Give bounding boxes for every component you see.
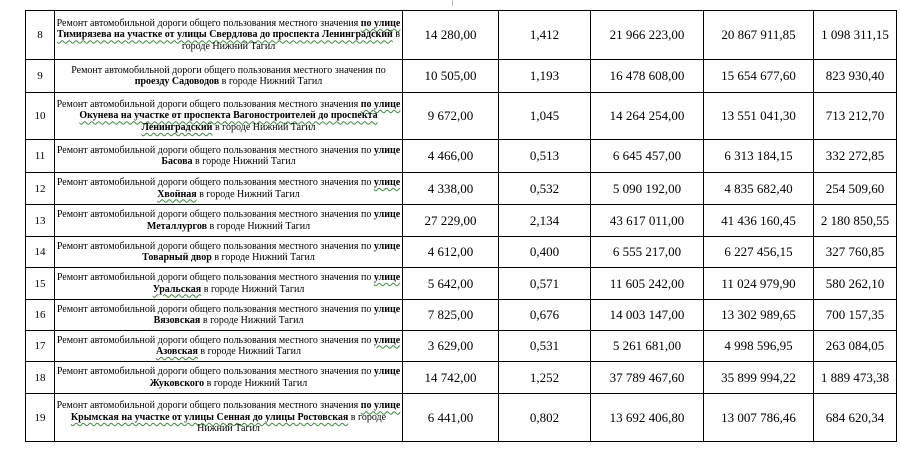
row-number-cell: 16 <box>26 300 55 331</box>
description-text: в городе Нижний Тагил <box>204 377 308 389</box>
regional-budget-cell: 13 007 786,46 <box>704 394 814 442</box>
total-cost-cell: 11 605 242,00 <box>591 268 704 300</box>
coefficient-cell: 0,532 <box>499 173 591 205</box>
street-name: улице Жуковского <box>149 366 401 389</box>
street-name: улице Басова <box>161 144 401 167</box>
street-name: улице Азовская <box>155 334 401 357</box>
description-text: Ремонт автомобильной дороги общего пользования местного значения по <box>56 240 374 252</box>
description-cell <box>55 205 403 237</box>
local-budget-cell: 700 157,35 <box>814 300 897 331</box>
table-row <box>26 60 897 93</box>
total-cost-cell: 16 478 608,00 <box>591 60 704 93</box>
total-cost-cell: 43 617 011,00 <box>591 205 704 237</box>
regional-budget-cell: 4 835 682,40 <box>704 173 814 205</box>
description-cell <box>55 331 403 362</box>
description-text: в городе Нижний Тагил <box>197 411 387 435</box>
description-cell <box>55 173 403 205</box>
page-top-mark <box>452 0 453 6</box>
local-budget-cell: 263 084,05 <box>814 331 897 362</box>
table-row <box>26 173 897 205</box>
table-row <box>26 394 897 442</box>
length-cell: 7 825,00 <box>403 300 499 331</box>
total-cost-cell: 37 789 467,60 <box>591 362 704 394</box>
regional-budget-cell: 35 899 994,22 <box>704 362 814 394</box>
row-number-cell: 14 <box>26 237 55 268</box>
table-row <box>26 205 897 237</box>
coefficient-cell: 0,531 <box>499 331 591 362</box>
street-name: улице Металлургов <box>146 209 401 232</box>
row-number-cell: 8 <box>26 11 55 60</box>
description-text: в городе Нижний Тагил <box>197 346 301 357</box>
description-text: Ремонт автомобильной дороги общего пользования местного значения по <box>56 209 374 220</box>
coefficient-cell: 0,571 <box>499 268 591 300</box>
description-text: Ремонт автомобильной дороги общего пользования местного значения по <box>56 272 374 283</box>
coefficient-cell: 2,134 <box>499 205 591 237</box>
length-cell: 10 505,00 <box>403 60 499 93</box>
local-budget-cell: 823 930,40 <box>814 60 897 93</box>
description-text: Ремонт автомобильной дороги общего пользования местного значения по <box>56 177 374 188</box>
description-text: в городе Нижний Тагил <box>219 76 323 87</box>
row-number-cell: 13 <box>26 205 55 237</box>
table-row <box>26 331 897 362</box>
row-number-cell: 9 <box>26 60 55 93</box>
coefficient-cell: 1,252 <box>499 362 591 394</box>
local-budget-cell: 684 620,34 <box>814 394 897 442</box>
table-row <box>26 268 897 300</box>
description-cell <box>55 268 403 300</box>
table-row <box>26 237 897 268</box>
coefficient-cell: 0,400 <box>499 237 591 268</box>
description-text: в городе Нижний Тагил <box>192 156 296 167</box>
row-number-cell: 10 <box>26 93 55 140</box>
length-cell: 14 742,00 <box>403 362 499 394</box>
regional-budget-cell: 4 998 596,95 <box>704 331 814 362</box>
total-cost-cell: 14 003 147,00 <box>591 300 704 331</box>
table-row <box>26 300 897 331</box>
street-name: по улице Окунева на участке от проспекта Вагоностроителей до проспекта Ленинградский <box>79 98 401 133</box>
coefficient-cell: 0,802 <box>499 394 591 442</box>
street-name: по улице Крымская на участке от улицы Сенная до улицы Ростовская <box>70 400 401 423</box>
regional-budget-cell: 6 227 456,15 <box>704 237 814 268</box>
street-name: улице Вязовская <box>153 303 401 326</box>
description-text: Ремонт автомобильной дороги общего пользования местного значения <box>56 17 361 29</box>
total-cost-cell: 21 966 223,00 <box>591 11 704 60</box>
row-number-cell: 15 <box>26 268 55 300</box>
local-budget-cell: 332 272,85 <box>814 140 897 173</box>
regional-budget-cell: 13 302 989,65 <box>704 300 814 331</box>
regional-budget-cell: 20 867 911,85 <box>704 11 814 60</box>
local-budget-cell: 327 760,85 <box>814 237 897 268</box>
total-cost-cell: 5 261 681,00 <box>591 331 704 362</box>
total-cost-cell: 6 645 457,00 <box>591 140 704 173</box>
length-cell: 4 466,00 <box>403 140 499 173</box>
coefficient-cell: 0,513 <box>499 140 591 173</box>
coefficient-cell: 0,676 <box>499 300 591 331</box>
regional-budget-cell: 6 313 184,15 <box>704 140 814 173</box>
description-text: в городе Нижний Тагил <box>200 315 304 326</box>
description-cell <box>55 140 403 173</box>
row-number-cell: 12 <box>26 173 55 205</box>
row-number-cell: 11 <box>26 140 55 173</box>
local-budget-cell: 580 262,10 <box>814 268 897 300</box>
length-cell: 14 280,00 <box>403 11 499 60</box>
street-name: улице Хвойная <box>157 177 401 200</box>
description-text: в городе Нижний Тагил <box>196 188 300 200</box>
description-text: в городе Нижний Тагил <box>201 283 305 295</box>
length-cell: 6 441,00 <box>403 394 499 442</box>
description-text: Ремонт автомобильной дороги общего пользования местного значения по <box>56 366 374 377</box>
length-cell: 5 642,00 <box>403 268 499 300</box>
description-text: Ремонт автомобильной дороги общего пользования местного значения <box>56 98 361 110</box>
description-cell <box>55 237 403 268</box>
regional-budget-cell: 41 436 160,45 <box>704 205 814 237</box>
road-repair-table-body <box>26 11 897 442</box>
length-cell: 27 229,00 <box>403 205 499 237</box>
street-name: улице Товарный двор <box>142 240 401 263</box>
road-repair-table <box>25 10 897 442</box>
total-cost-cell: 6 555 217,00 <box>591 237 704 268</box>
street-name: проезду Садоводов <box>134 76 220 87</box>
description-cell <box>55 60 403 93</box>
street-name: по улице Тимирязева на участке от улицы Свердлова до проспекта Ленинградский <box>56 17 401 41</box>
description-text: в городе Нижний Тагил <box>207 220 311 232</box>
local-budget-cell: 1 098 311,15 <box>814 11 897 60</box>
description-text: Ремонт автомобильной дороги общего пользования местного значения по <box>56 144 374 156</box>
table-row <box>26 140 897 173</box>
length-cell: 3 629,00 <box>403 331 499 362</box>
description-text: Ремонт автомобильной дороги общего пользования местного значения по <box>71 64 386 76</box>
description-cell <box>55 362 403 394</box>
regional-budget-cell: 13 551 041,30 <box>704 93 814 140</box>
description-text: Ремонт автомобильной дороги общего пользования местного значения по <box>56 334 374 346</box>
total-cost-cell: 13 692 406,80 <box>591 394 704 442</box>
description-text: в городе Нижний Тагил <box>212 121 316 133</box>
coefficient-cell: 1,193 <box>499 60 591 93</box>
street-name: улице Уральская <box>152 272 401 295</box>
description-cell <box>55 93 403 140</box>
coefficient-cell: 1,045 <box>499 93 591 140</box>
table-row <box>26 11 897 60</box>
length-cell: 4 338,00 <box>403 173 499 205</box>
local-budget-cell: 254 509,60 <box>814 173 897 205</box>
total-cost-cell: 5 090 192,00 <box>591 173 704 205</box>
local-budget-cell: 713 212,70 <box>814 93 897 140</box>
regional-budget-cell: 11 024 979,90 <box>704 268 814 300</box>
local-budget-cell: 1 889 473,38 <box>814 362 897 394</box>
row-number-cell: 17 <box>26 331 55 362</box>
local-budget-cell: 2 180 850,55 <box>814 205 897 237</box>
table-row <box>26 93 897 140</box>
table-row <box>26 362 897 394</box>
row-number-cell: 19 <box>26 394 55 442</box>
total-cost-cell: 14 264 254,00 <box>591 93 704 140</box>
description-text: в городе Нижний Тагил <box>211 252 315 263</box>
description-text: Ремонт автомобильной дороги общего пользования местного значения <box>56 400 361 412</box>
description-cell <box>55 300 403 331</box>
coefficient-cell: 1,412 <box>499 11 591 60</box>
description-text: в городе Нижний Тагил <box>181 29 401 52</box>
length-cell: 9 672,00 <box>403 93 499 140</box>
length-cell: 4 612,00 <box>403 237 499 268</box>
description-text: Ремонт автомобильной дороги общего пользования местного значения по <box>56 303 374 315</box>
regional-budget-cell: 15 654 677,60 <box>704 60 814 93</box>
row-number-cell: 18 <box>26 362 55 394</box>
description-cell <box>55 394 403 442</box>
description-cell <box>55 11 403 60</box>
